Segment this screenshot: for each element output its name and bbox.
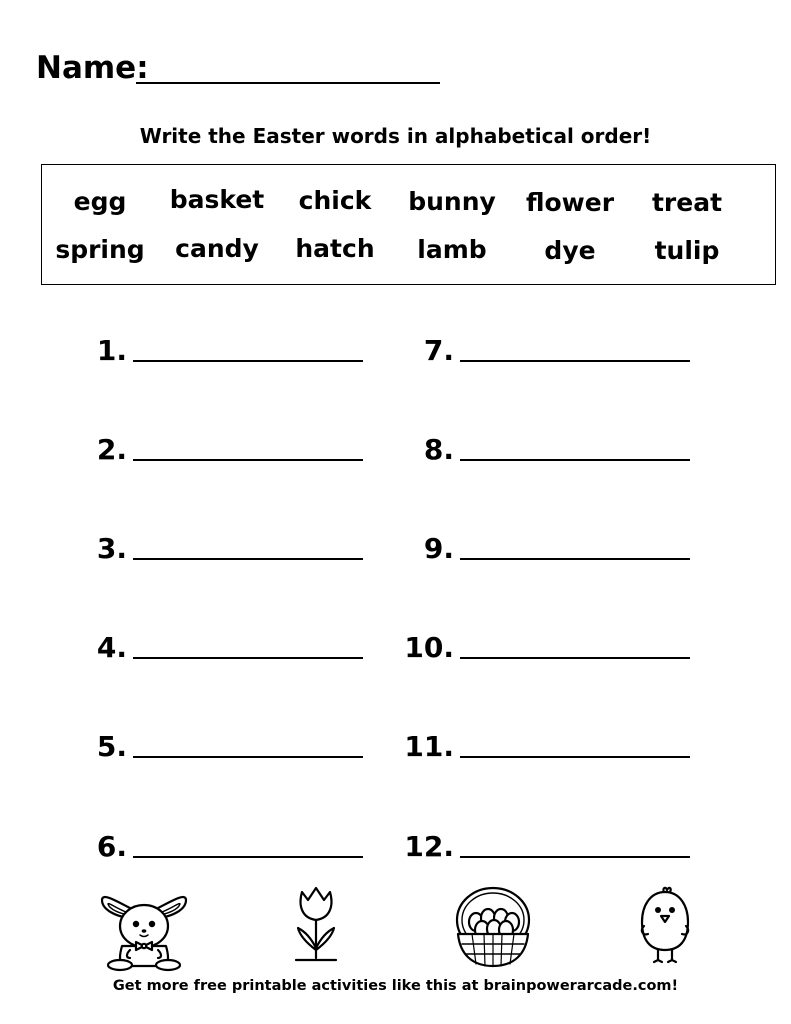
word-bank-word: lamb <box>417 235 487 264</box>
bunny-icon <box>98 880 190 972</box>
word-bank-word: tulip <box>654 236 720 265</box>
answer-line[interactable] <box>460 360 690 362</box>
instructions: Write the Easter words in alphabetical order! <box>139 124 652 148</box>
answer-line[interactable] <box>133 856 363 858</box>
chick-icon <box>636 884 694 966</box>
word-bank-word: candy <box>175 234 259 263</box>
answer-number: 6. <box>96 830 127 863</box>
word-bank-word: bunny <box>408 187 496 216</box>
answer-line[interactable] <box>133 558 363 560</box>
answer-number: 2. <box>96 433 127 466</box>
answer-number: 5. <box>96 730 127 763</box>
egg-basket-icon <box>452 884 534 970</box>
answer-line[interactable] <box>460 756 690 758</box>
word-bank-word: chick <box>298 186 372 215</box>
word-bank-box <box>41 164 776 285</box>
answer-number: 10. <box>404 631 454 664</box>
word-bank-word: dye <box>544 236 596 265</box>
answer-number: 9. <box>423 532 454 565</box>
name-label: Name: <box>36 50 149 86</box>
answer-number: 4. <box>96 631 127 664</box>
word-bank-word: basket <box>169 185 265 214</box>
word-bank-word: treat <box>651 188 723 217</box>
answer-line[interactable] <box>133 657 363 659</box>
tulip-icon <box>290 884 342 966</box>
answer-number: 1. <box>96 334 127 367</box>
answer-number: 12. <box>404 830 454 863</box>
word-bank-word: egg <box>73 187 127 216</box>
answer-line[interactable] <box>460 657 690 659</box>
answer-line[interactable] <box>460 459 690 461</box>
answer-number: 3. <box>96 532 127 565</box>
answer-line[interactable] <box>133 756 363 758</box>
footer-promo-text: Get more free printable activities like this at brainpowerarcade.com! <box>112 978 679 994</box>
word-bank-word: flower <box>525 188 615 217</box>
name-write-line[interactable] <box>136 82 440 84</box>
answer-line[interactable] <box>133 459 363 461</box>
answer-line[interactable] <box>460 856 690 858</box>
answer-number: 7. <box>423 334 454 367</box>
word-bank-word: spring <box>55 235 145 264</box>
answer-number: 8. <box>423 433 454 466</box>
answer-number: 11. <box>404 730 454 763</box>
word-bank-word: hatch <box>295 234 375 263</box>
answer-line[interactable] <box>133 360 363 362</box>
answer-line[interactable] <box>460 558 690 560</box>
